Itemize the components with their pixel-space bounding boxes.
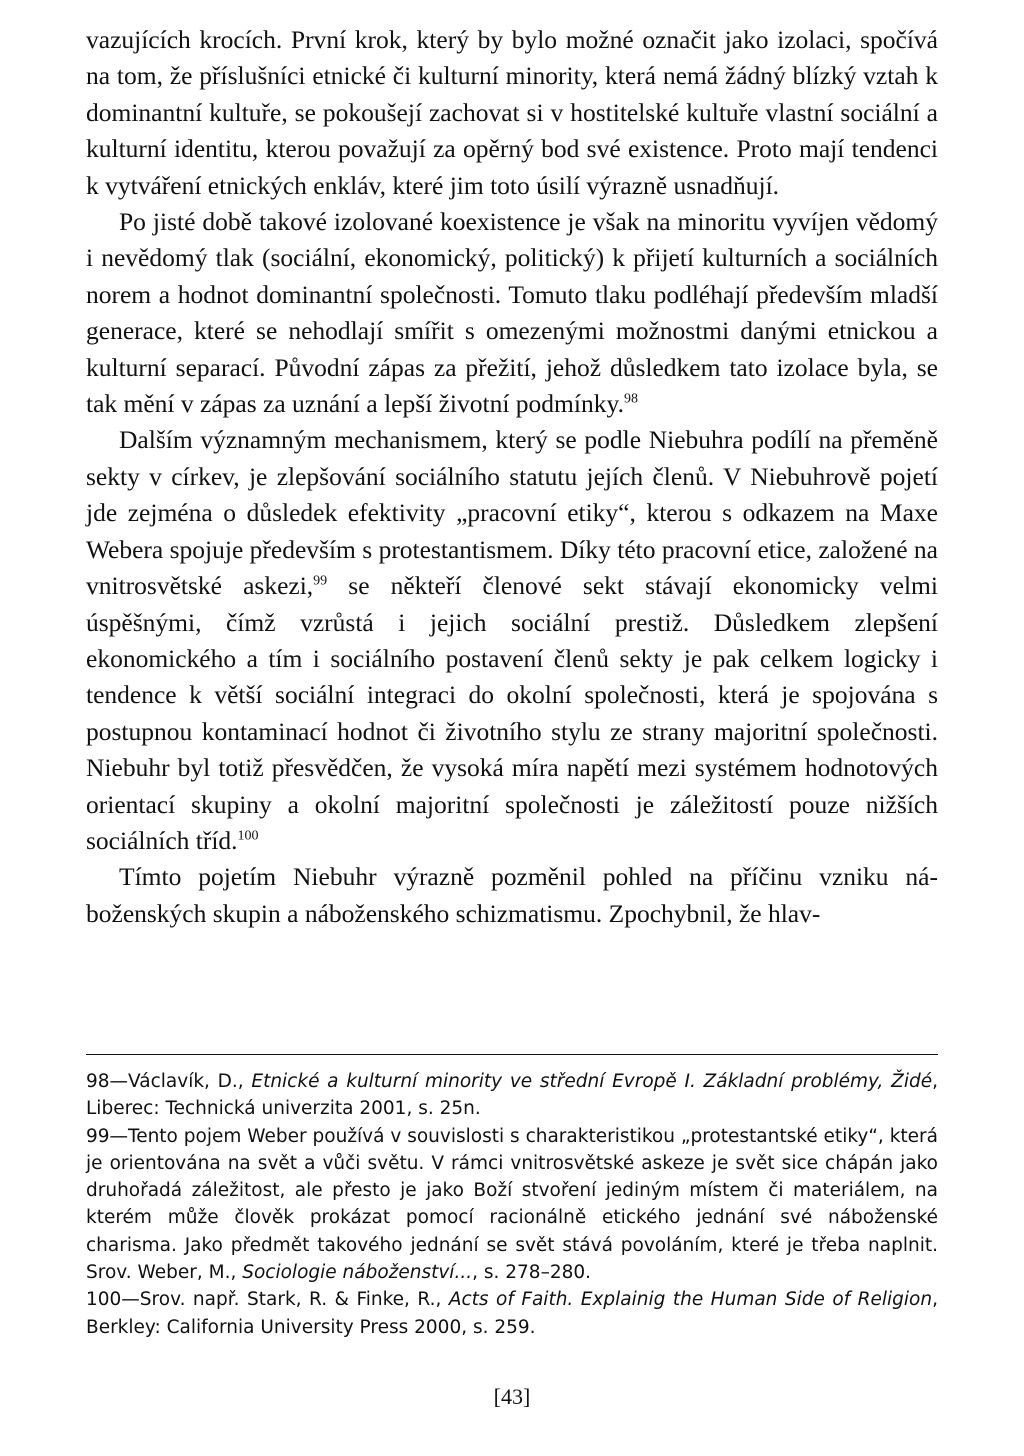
page-number: [43] — [493, 1384, 531, 1409]
footnote-divider — [86, 1054, 938, 1055]
paragraph-2-text: Po jisté době takové izolované koexistence je však na minoritu vyvíjen vědomý i nevědomý tlak (sociální, ekonomický, politický) k přijetí kulturních a sociálních norem a hodnot dominantní společnosti. Tomuto tlaku podléhají především mladší generace, které se nehodlají smířit s omezenými možnostmi danými etnickou a kulturní separací. Původní zápas za přežití, jehož důsledkem tato izolace byla, se tak mění v zápas za uznání a lepší životní podmínky. — [86, 207, 938, 419]
footnote-100-title: Acts of Faith. Explainig the Human Side of Religion — [448, 1289, 933, 1311]
paragraph-4-text: Tímto pojetím Niebuhr výrazně pozměnil pohled na příčinu vzniku náboženských skupin a náboženského schizmatismu. Zpochybnil, že hlav- — [86, 862, 938, 928]
footnote-ref-100[interactable]: 100 — [237, 828, 259, 844]
footnote-98-title: Etnické a kulturní minority ve střední Evropě I. Základní problémy, Židé — [251, 1071, 933, 1092]
footnote-98-tail: , Liberec: Technická univerzita 2001, s. 25n. — [86, 1071, 938, 1120]
footnote-ref-98[interactable]: 98 — [623, 391, 638, 407]
footnote-99-main: 99—Tento pojem Weber používá v souvislosti s charakteristikou „protestantské etiky“, která je orientována na svět a vůči světu. V rámci vnitrosvětské askeze je svět sice chápán jako druhořadá záležitost, ale přesto je jako Boží stvoření jediným místem či materiálem, na kterém může člověk prokázat pomocí racionálně etického jednání své náboženské charisma. Jako předmět takového jednání se svět stává povoláním, které je třeba naplnit. Srov. Weber, M., — [86, 1125, 938, 1284]
footnote-98 — [86, 1068, 938, 1123]
footnote-100-tail: , Berkley: California University Press 2000, s. 259. — [86, 1289, 938, 1338]
footnote-99-tail: , s. 278–280. — [472, 1262, 592, 1284]
paragraph-1 — [86, 22, 938, 204]
paragraph-3 — [86, 422, 938, 859]
paragraph-2 — [86, 204, 938, 422]
footnote-100 — [86, 1286, 938, 1341]
footnote-98-lead: 98—Václavík, D., — [86, 1071, 252, 1092]
paragraph-1-text: vazujících krocích. První krok, který by bylo možné označit jako izolaci, spočívá na tom, že příslušníci etnické či kulturní minority, která nemá žádný blízký vztah k dominantní kultuře, se pokoušejí zachovat si v hostitelské kultuře vlastní sociální a kulturní identitu, kterou považují za opěrný bod své existence. Proto mají tendenci k vytváření etnických enkláv, které jim toto úsilí výrazně usnadňují. — [86, 25, 938, 200]
paragraph-4 — [86, 859, 938, 932]
footnote-99-title: Sociologie náboženství... — [242, 1262, 473, 1284]
paragraph-3-text-a: Dalším významným mechanismem, který se podle Niebuhra podílí na přeměně sekty v církev, je zlepšování sociálního statutu jejích členů. V Niebuhrově pojetí jde zejména o důsledek efektivity „pracovní etiky“, kterou s odkazem na Maxe Webera spojuje především s protestantismem. Díky této pracovní etice, založené na vnitrosvětské askezi, — [86, 425, 938, 601]
footnote-ref-99[interactable]: 99 — [313, 573, 328, 589]
book-page — [86, 22, 938, 1432]
footnote-99 — [86, 1123, 938, 1287]
paragraph-3-text-b: se někteří členové sekt stávají ekonomicky velmi úspěšnými, čímž vzrůstá i jejich sociální prestiž. Důsledkem zlepšení ekonomického a tím i sociálního postavení členů sekty je pak celkem logicky i tendence k větší sociální integraci do okolní společnosti, která je spojována s postupnou kontaminací hodnot či životního stylu ze strany majoritní společnosti. Niebuhr byl totiž přesvědčen, že vysoká míra napětí mezi systémem hodnotových orientací skupiny a okolní majoritní společnosti je záležitostí pouze nižších sociálních tříd. — [86, 571, 938, 855]
main-text — [86, 22, 938, 932]
footnote-100-lead: 100—Srov. např. Stark, R. & Finke, R., — [86, 1289, 449, 1311]
footnotes — [86, 1068, 938, 1341]
